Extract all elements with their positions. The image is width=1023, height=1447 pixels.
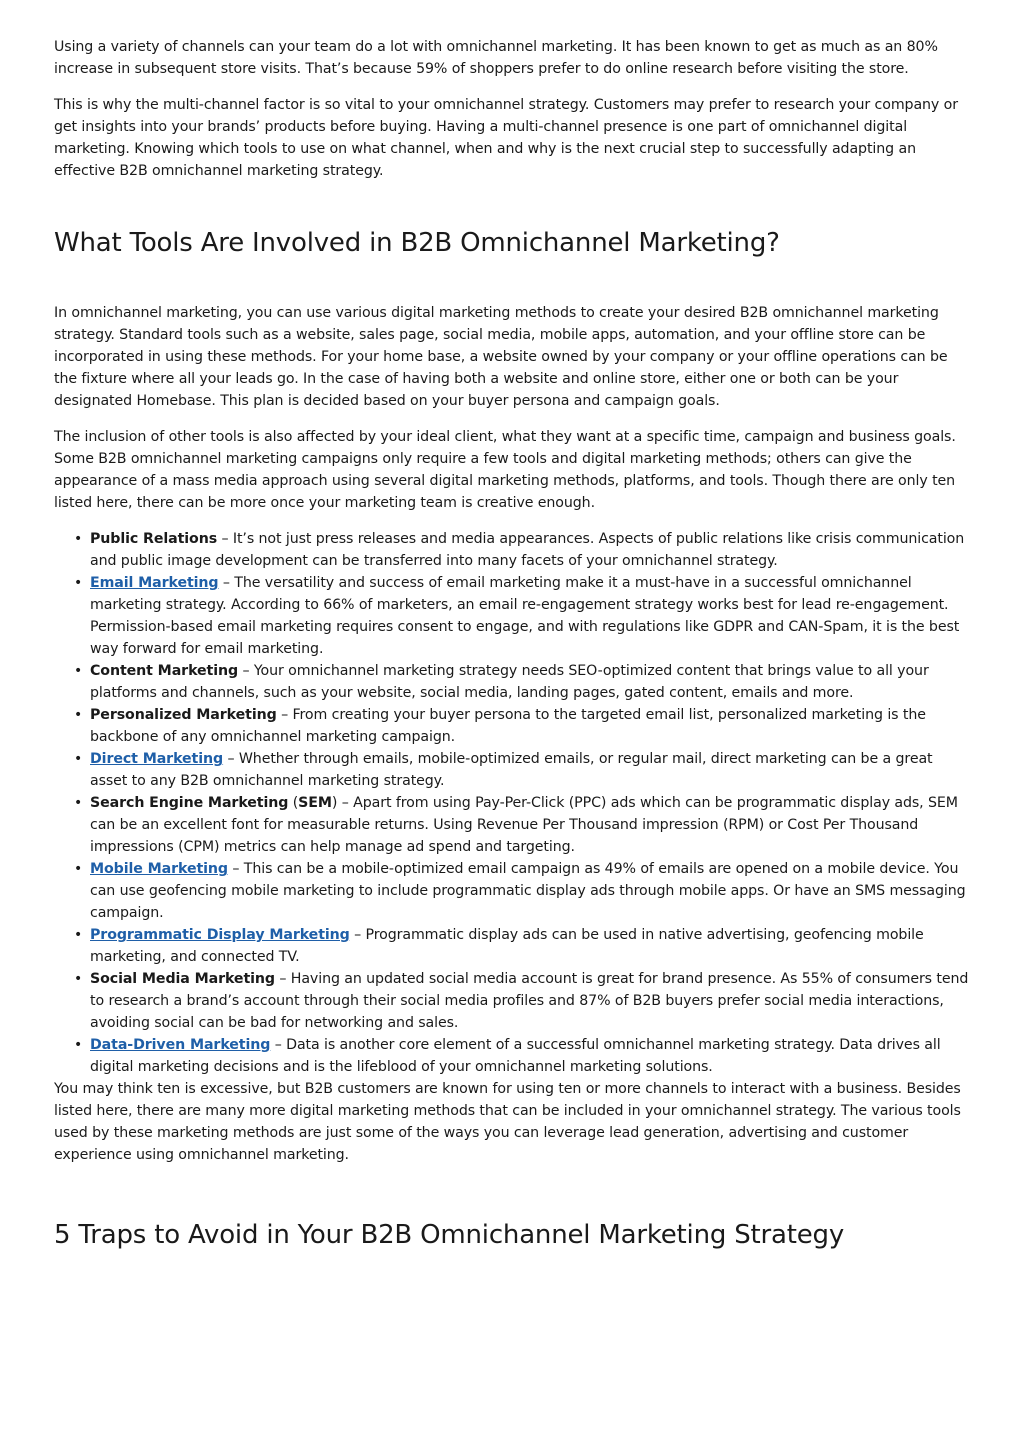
list-item-personalized-marketing	[74, 704, 974, 748]
term-search-engine-marketing: Search Engine Marketing	[90, 795, 289, 811]
link-mobile-marketing[interactable]: Mobile Marketing	[90, 861, 228, 877]
bullet-icon: •	[74, 861, 83, 877]
desc-email-marketing: – The versatility and success of email marketing make it a must-have in a successful omnichannel marketing strategy. According to 66% of marketers, an email re-engagement strategy works best for lead re-engagement. Permission-based email marketing requires consent to engage, and with regulations like GDPR and CAN-Spam, it is the best way forward for email marketing.	[90, 575, 960, 657]
abbr-open: (	[288, 795, 299, 811]
abbr-sem: SEM	[298, 795, 332, 811]
desc-programmatic-display-marketing: – Programmatic display ads can be used in native advertising, geofencing mobile marketing, and connected TV.	[90, 927, 924, 965]
term-content-marketing: Content Marketing	[90, 663, 239, 679]
list-item-direct-marketing	[74, 748, 974, 792]
tools-paragraph-3: You may think ten is excessive, but B2B customers are known for using ten or more channels to interact with a business. Besides listed here, there are many more digital marketing methods that can be included in your omnichannel strategy. The various tools used by these marketing methods are just some of the ways you can leverage lead generation, advertising and customer experience using omnichannel marketing.	[54, 1081, 961, 1163]
abbr-close: )	[331, 795, 338, 811]
desc-content-marketing: – Your omnichannel marketing strategy needs SEO-optimized content that brings value to all your platforms and channels, such as your website, social media, landing pages, gated content, emails and more.	[90, 663, 929, 701]
bullet-icon: •	[74, 531, 83, 547]
term-public-relations: Public Relations	[90, 531, 218, 547]
bullet-icon: •	[74, 1037, 83, 1053]
link-email-marketing[interactable]: Email Marketing	[90, 575, 219, 591]
bullet-icon: •	[74, 751, 83, 767]
tools-paragraph-2: The inclusion of other tools is also affected by your ideal client, what they want at a specific time, campaign and business goals. Some B2B omnichannel marketing campaigns only require a few tools and digital marketing methods; others can give the appearance of a mass media approach using several digital marketing methods, platforms, and tools. Though there are only ten listed here, there can be more once your marketing team is creative enough.	[54, 429, 956, 511]
bullet-icon: •	[74, 795, 83, 811]
article-body	[54, 36, 974, 1252]
link-programmatic-display-marketing[interactable]: Programmatic Display Marketing	[90, 927, 350, 943]
bullet-icon: •	[74, 663, 83, 679]
bullet-icon: •	[74, 707, 83, 723]
list-item-data-driven-marketing	[74, 1034, 974, 1078]
link-direct-marketing[interactable]: Direct Marketing	[90, 751, 224, 767]
list-item-public-relations	[74, 528, 974, 572]
desc-social-media-marketing: – Having an updated social media account is great for brand presence. As 55% of consumers tend to research a brand’s account through their social media profiles and 87% of B2B buyers prefer social media interactions, avoiding social can be bad for networking and sales.	[90, 971, 969, 1031]
desc-personalized-marketing: – From creating your buyer persona to the targeted email list, personalized marketing is the backbone of any omnichannel marketing campaign.	[90, 707, 926, 745]
desc-search-engine-marketing: – Apart from using Pay-Per-Click (PPC) ads which can be programmatic display ads, SEM can be an excellent font for measurable returns. Using Revenue Per Thousand impression (RPM) or Cost Per Thousand impressions (CPM) metrics can help manage ad spend and targeting.	[90, 795, 958, 855]
list-item-mobile-marketing	[74, 858, 974, 924]
list-item-social-media-marketing	[74, 968, 974, 1034]
term-social-media-marketing: Social Media Marketing	[90, 971, 275, 987]
section-heading-tools: What Tools Are Involved in B2B Omnichannel Marketing?	[54, 228, 780, 258]
tools-list	[54, 528, 974, 1078]
list-item-content-marketing	[74, 660, 974, 704]
bullet-icon: •	[74, 971, 83, 987]
bullet-icon: •	[74, 575, 83, 591]
section-heading-traps: 5 Traps to Avoid in Your B2B Omnichannel Marketing Strategy	[54, 1220, 845, 1250]
list-item-programmatic-display-marketing	[74, 924, 974, 968]
list-item-search-engine-marketing	[74, 792, 974, 858]
intro-paragraph-2: This is why the multi-channel factor is so vital to your omnichannel strategy. Customers may prefer to research your company or get insights into your brands’ products before buying. Having a multi-channel presence is one part of omnichannel digital marketing. Knowing which tools to use on what channel, when and why is the next crucial step to successfully adapting an effective B2B omnichannel marketing strategy.	[54, 97, 958, 179]
link-data-driven-marketing[interactable]: Data-Driven Marketing	[90, 1037, 271, 1053]
desc-mobile-marketing: – This can be a mobile-optimized email campaign as 49% of emails are opened on a mobile device. You can use geofencing mobile marketing to include programmatic display ads through mobile apps. Or have an SMS messaging campaign.	[90, 861, 966, 921]
desc-direct-marketing: – Whether through emails, mobile-optimized emails, or regular mail, direct marketing can be a great asset to any B2B omnichannel marketing strategy.	[90, 751, 933, 789]
desc-data-driven-marketing: – Data is another core element of a successful omnichannel marketing strategy. Data drives all digital marketing decisions and is the lifeblood of your omnichannel marketing solutions.	[90, 1037, 941, 1075]
tools-paragraph-1: In omnichannel marketing, you can use various digital marketing methods to create your desired B2B omnichannel marketing strategy. Standard tools such as a website, sales page, social media, mobile apps, automation, and your offline store can be incorporated in using these methods. For your home base, a website owned by your company or your offline operations can be the fixture where all your leads go. In the case of having both a website and online store, either one or both can be your designated Homebase. This plan is decided based on your buyer persona and campaign goals.	[54, 305, 948, 409]
intro-paragraph-1: Using a variety of channels can your team do a lot with omnichannel marketing. It has been known to get as much as an 80% increase in subsequent store visits. That’s because 59% of shoppers prefer to do online research before visiting the store.	[54, 39, 938, 77]
desc-public-relations: – It’s not just press releases and media appearances. Aspects of public relations like crisis communication and public image development can be transferred into many facets of your omnichannel strategy.	[90, 531, 965, 569]
bullet-icon: •	[74, 927, 83, 943]
list-item-email-marketing	[74, 572, 974, 660]
term-personalized-marketing: Personalized Marketing	[90, 707, 277, 723]
